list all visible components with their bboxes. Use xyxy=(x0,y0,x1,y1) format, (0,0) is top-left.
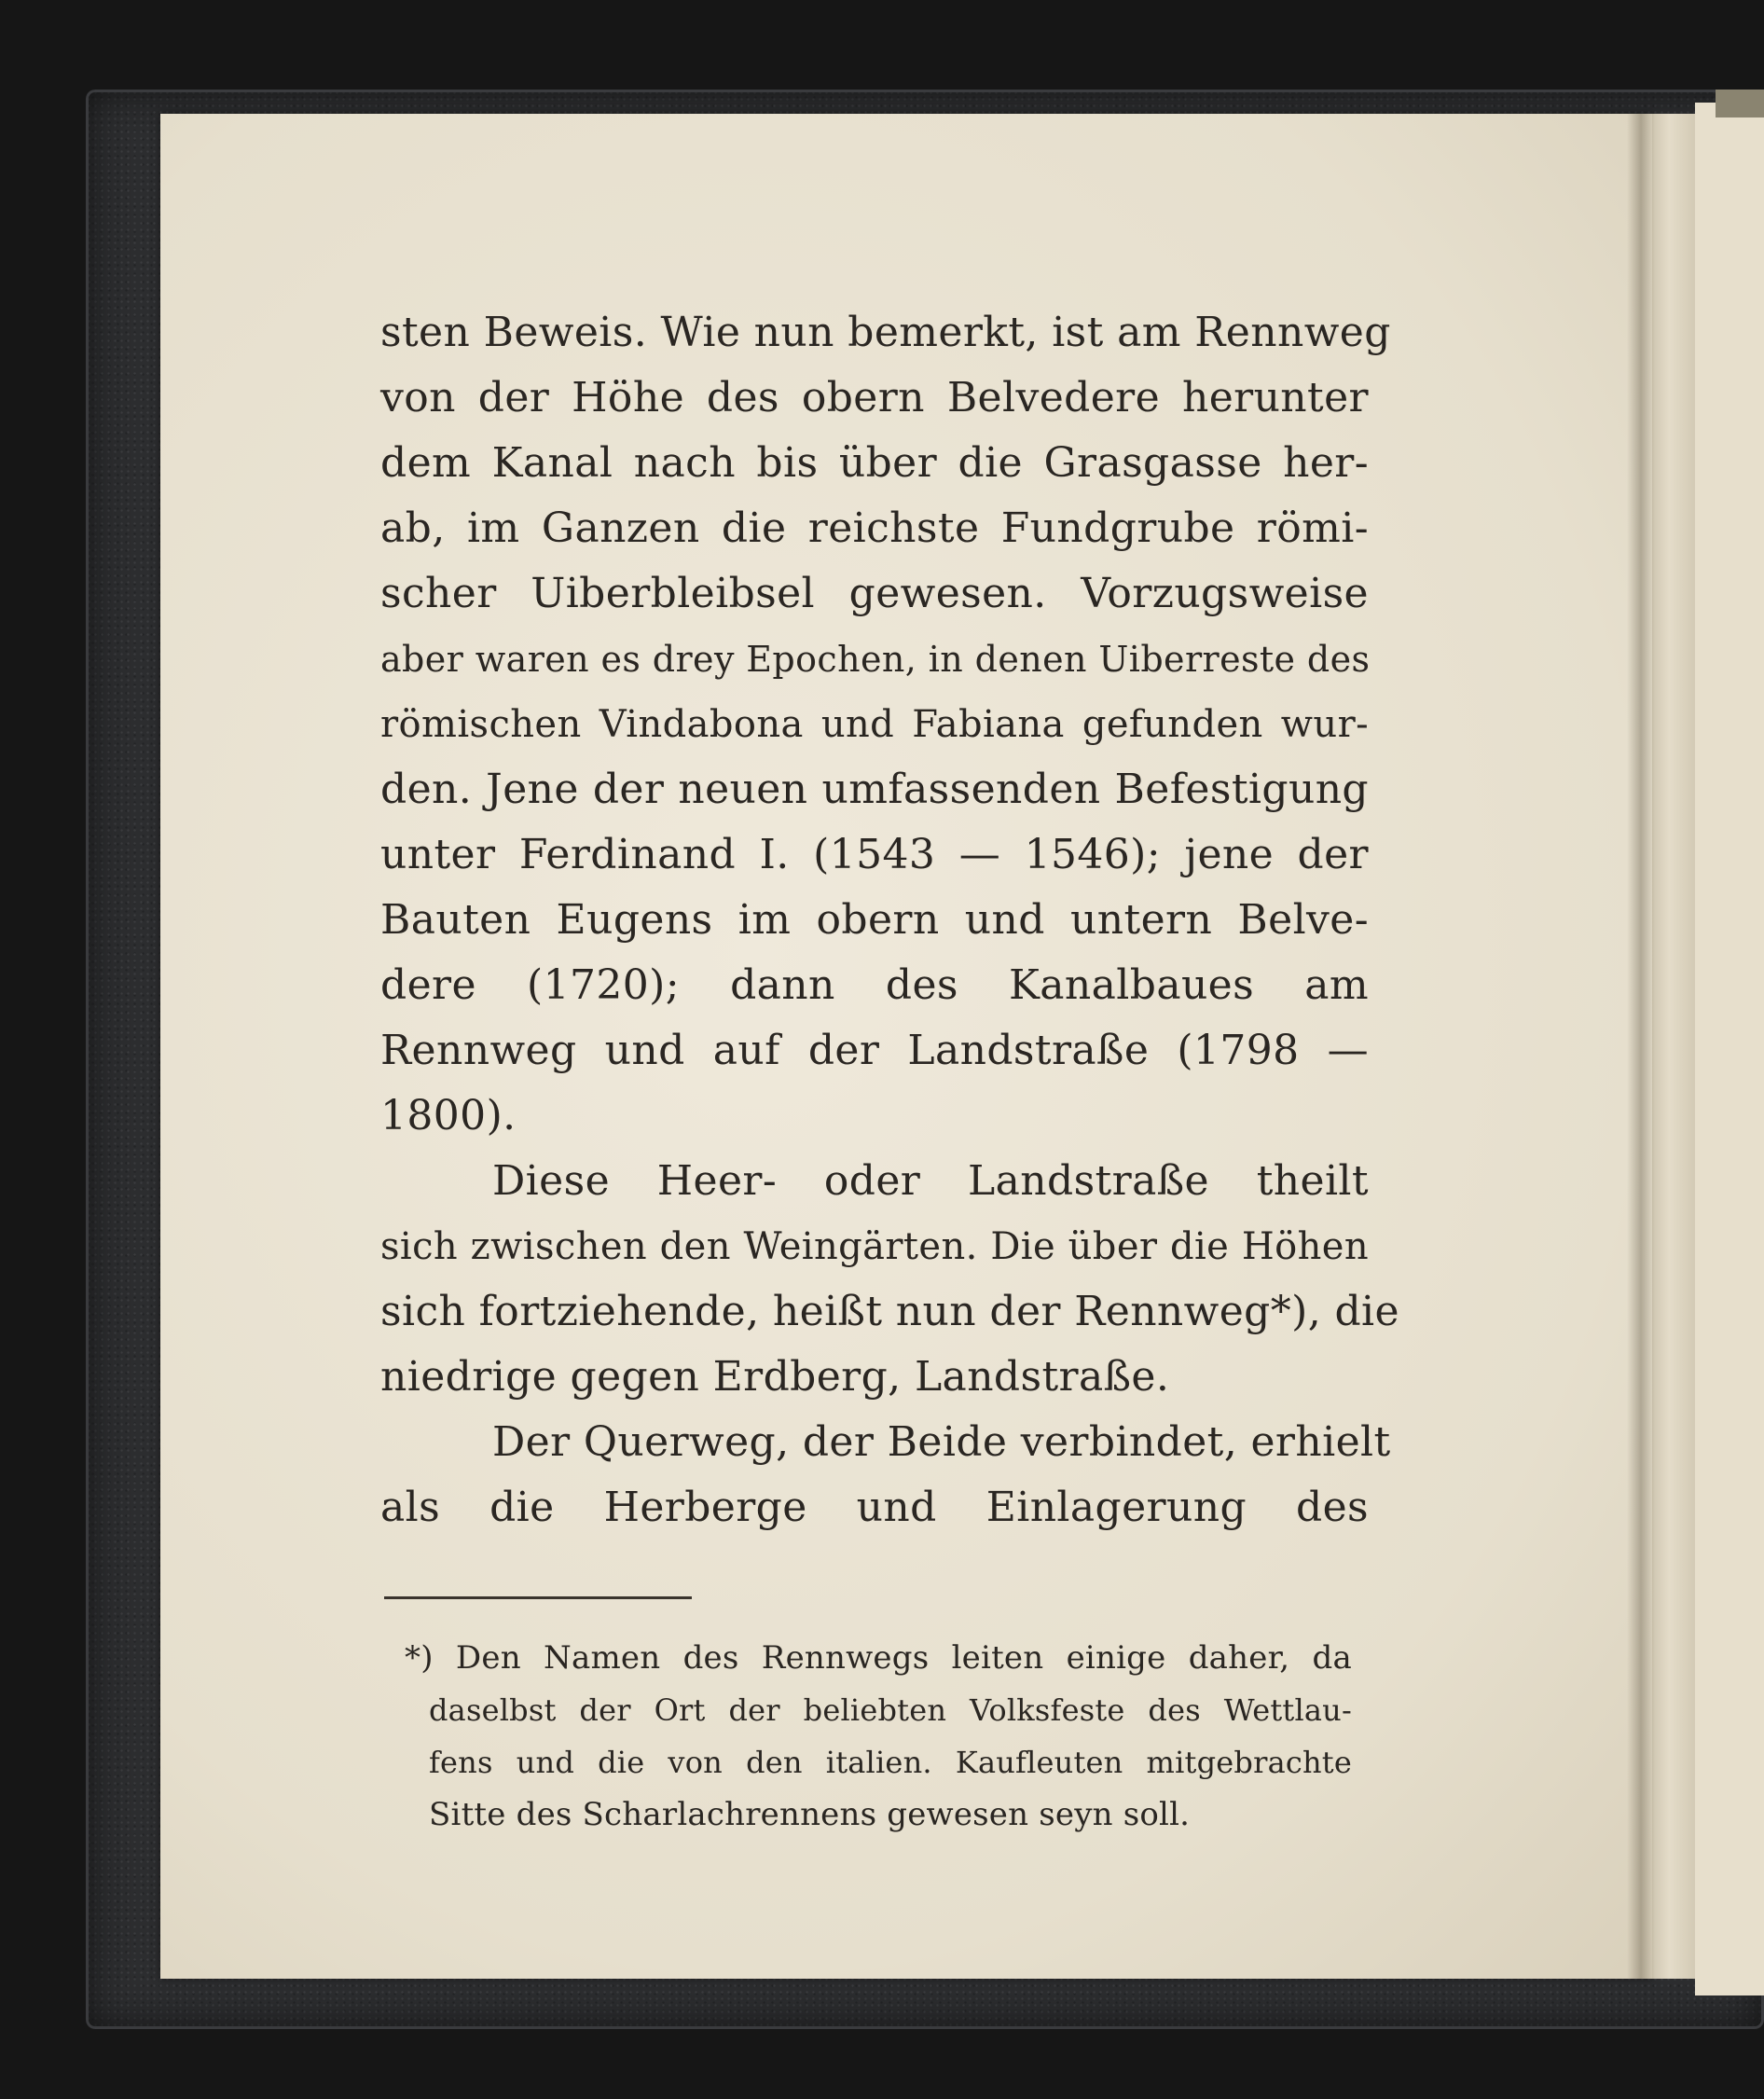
text-line: aber waren es drey Epochen, in denen Uiberreste des xyxy=(380,639,1371,680)
spine-strip xyxy=(1716,90,1764,117)
text-line: sich fortziehende, heißt nun der Rennweg*), die xyxy=(380,1288,1399,1335)
text-line: den. Jene der neuen umfassenden Befestigung xyxy=(380,766,1369,813)
footnote-block xyxy=(405,1632,1352,1841)
paragraph-first-line: Der Querweg, der Beide verbindet, erhielt xyxy=(492,1418,1391,1466)
footnote-rule xyxy=(384,1596,692,1599)
footnote-line: *) Den Namen des Rennwegs leiten einige daher, da xyxy=(405,1639,1352,1677)
footnote-line: Sitte des Scharlachrennens gewesen seyn soll. xyxy=(429,1796,1191,1833)
text-line: dere (1720); dann des Kanalbaues am xyxy=(380,961,1369,1009)
text-line: römischen Vindabona und Fabiana gefunden wur- xyxy=(380,703,1369,746)
page-gutter-shadow xyxy=(1627,114,1655,1979)
text-line: sich zwischen den Weingärten. Die über die Höhen xyxy=(380,1225,1369,1268)
text-line: von der Höhe des obern Belvedere herunter xyxy=(380,374,1369,421)
text-line: unter Ferdinand I. (1543 — 1546); jene der xyxy=(380,831,1369,878)
text-line: scher Uiberbleibsel gewesen. Vorzugsweise xyxy=(380,570,1369,617)
text-line: Rennweg und auf der Landstraße (1798 — xyxy=(380,1027,1369,1074)
text-line: Bauten Eugens im obern und untern Belve- xyxy=(380,896,1369,944)
text-line: als die Herberge und Einlagerung des xyxy=(380,1484,1369,1531)
main-text-block xyxy=(380,300,1399,1540)
facing-page-edge xyxy=(1695,103,1764,1995)
footnote-line: daselbst der Ort der beliebten Volksfeste des Wettlau- xyxy=(429,1692,1352,1728)
footnote-line: fens und die von den italien. Kaufleuten mitgebrachte xyxy=(429,1745,1352,1780)
text-line: dem Kanal nach bis über die Grasgasse her- xyxy=(380,439,1369,487)
paragraph-first-line: Diese Heer- oder Landstraße theilt xyxy=(492,1157,1369,1205)
text-line: 1800). xyxy=(380,1092,517,1139)
text-line: niedrige gegen Erdberg, Landstraße. xyxy=(380,1353,1170,1401)
page-edge xyxy=(1652,114,1695,1979)
text-line: ab, im Ganzen die reichste Fundgrube römi- xyxy=(380,504,1369,552)
text-line: sten Beweis. Wie nun bemerkt, ist am Rennweg xyxy=(380,309,1391,356)
